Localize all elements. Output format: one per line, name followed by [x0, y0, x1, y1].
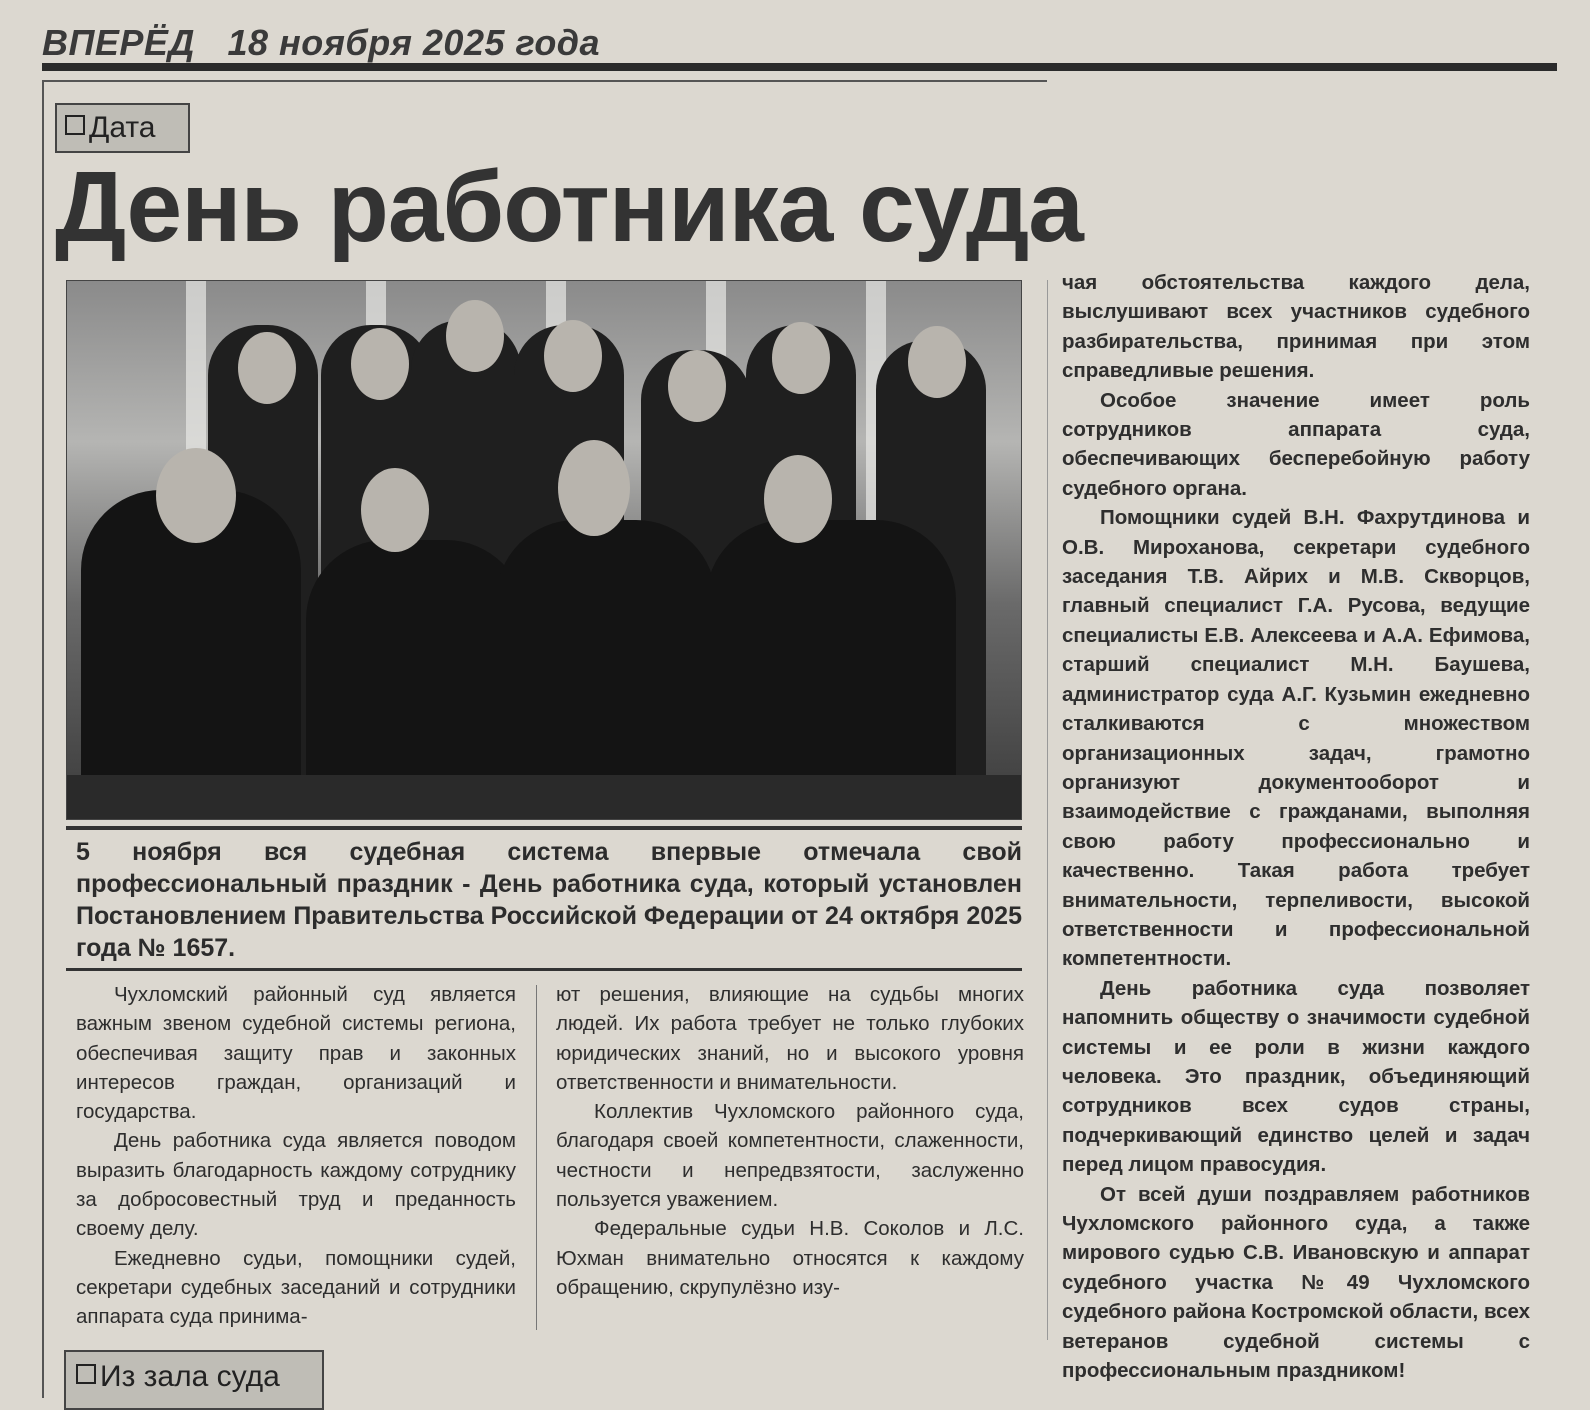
next-rubric-label: Из зала суда	[100, 1360, 280, 1393]
paragraph: День работника суда позволяет напомнить обществу о значимости судебной системы и ее роли в жизни каждого человека. Это праздник, объединяющий сотрудников всех судов страны, подчеркивающий единство целей и задач перед лицом правосудия.	[1062, 976, 1530, 1177]
paragraph: День работника суда является поводом выразить благодарность каждому сотруднику за добросовестный труд и преданность своему делу.	[76, 1129, 516, 1241]
paragraph: Коллектив Чухломского районного суда, благодаря своей компетентности, слаженности, честности и непредвзятости, заслуженно пользуется уважением.	[556, 1100, 1024, 1212]
column-divider	[536, 985, 537, 1330]
paragraph: От всей души поздравляем работников Чухломского районного суда, а также мирового судью С.В. Ивановскую и аппарат судебного участка №49 Чухломского судебного района Костромской области, всех ветеранов судебной системы с профессиональным праздником!	[1062, 1182, 1530, 1383]
paragraph: Чухломский районный суд является важным звеном судебной системы региона, обеспечивая защиту прав и законных интересов граждан, организаций и государства.	[76, 983, 516, 1124]
lead-top-rule	[66, 826, 1022, 830]
column-middle	[556, 980, 1024, 1302]
column-right	[1062, 268, 1530, 1385]
issue-date: 18 ноября 2025 года	[227, 22, 601, 63]
masthead-rule	[42, 63, 1557, 71]
rubric-tag	[55, 103, 190, 153]
paragraph: Федеральные судьи Н.В. Соколов и Л.С. Юхман внимательно относятся к каждому обращению, скрупулёзно изу-	[556, 1217, 1024, 1299]
newspaper-name: ВПЕРЁД	[42, 22, 195, 63]
column-divider	[1047, 280, 1048, 1340]
next-rubric-tag	[64, 1350, 324, 1410]
checkbox-square-icon	[65, 115, 85, 135]
column-left	[76, 980, 516, 1332]
checkbox-square-icon	[76, 1364, 96, 1384]
article-headline: День работника суда	[55, 151, 1083, 263]
paragraph: ют решения, влияющие на судьбы многих людей. Их работа требует не только глубоких юридических знаний, но и высокого уровня ответственности и внимательности.	[556, 983, 1024, 1094]
group-photo	[66, 280, 1022, 820]
paragraph: Помощники судей В.Н. Фахрутдинова и О.В. Мироханова, секретари судебного заседания Т.В. Айрих и М.В. Скворцов, главный специалист Г.А. Русова, ведущие специалисты Е.В. Алексеева и А.А. Ефимова, старший специалист М.Н. Баушева, администратор суда А.Г. Кузьмин ежедневно сталкиваются с множеством организационных задач, грамотно организуют документооборот и взаимодействие с гражданами, выполняя свою работу профессионально и качественно. Такая работа требует внимательности, терпеливости, высокой ответственности и профессиональной компетентности.	[1062, 506, 1530, 971]
paragraph: Особое значение имеет роль сотрудников аппарата суда, обеспечивающих бесперебойную работу судебного органа.	[1062, 388, 1530, 500]
photo-border	[66, 280, 1022, 820]
lead-bottom-rule	[66, 968, 1022, 971]
paragraph: Ежедневно судьи, помощники судей, секретари судебных заседаний и сотрудники аппарата суда принима-	[76, 1246, 516, 1329]
article-lead: 5 ноября вся судебная система впервые отмечала свой профессиональный праздник - День работника суда, который установлен Постановлением Правительства Российской Федерации от 24 октября 2025 года № 1657.	[76, 838, 1022, 962]
rubric-label: Дата	[89, 111, 156, 144]
paragraph: чая обстоятельства каждого дела, выслушивают всех участников судебного разбирательства, принимая при этом справедливые решения.	[1062, 271, 1530, 383]
